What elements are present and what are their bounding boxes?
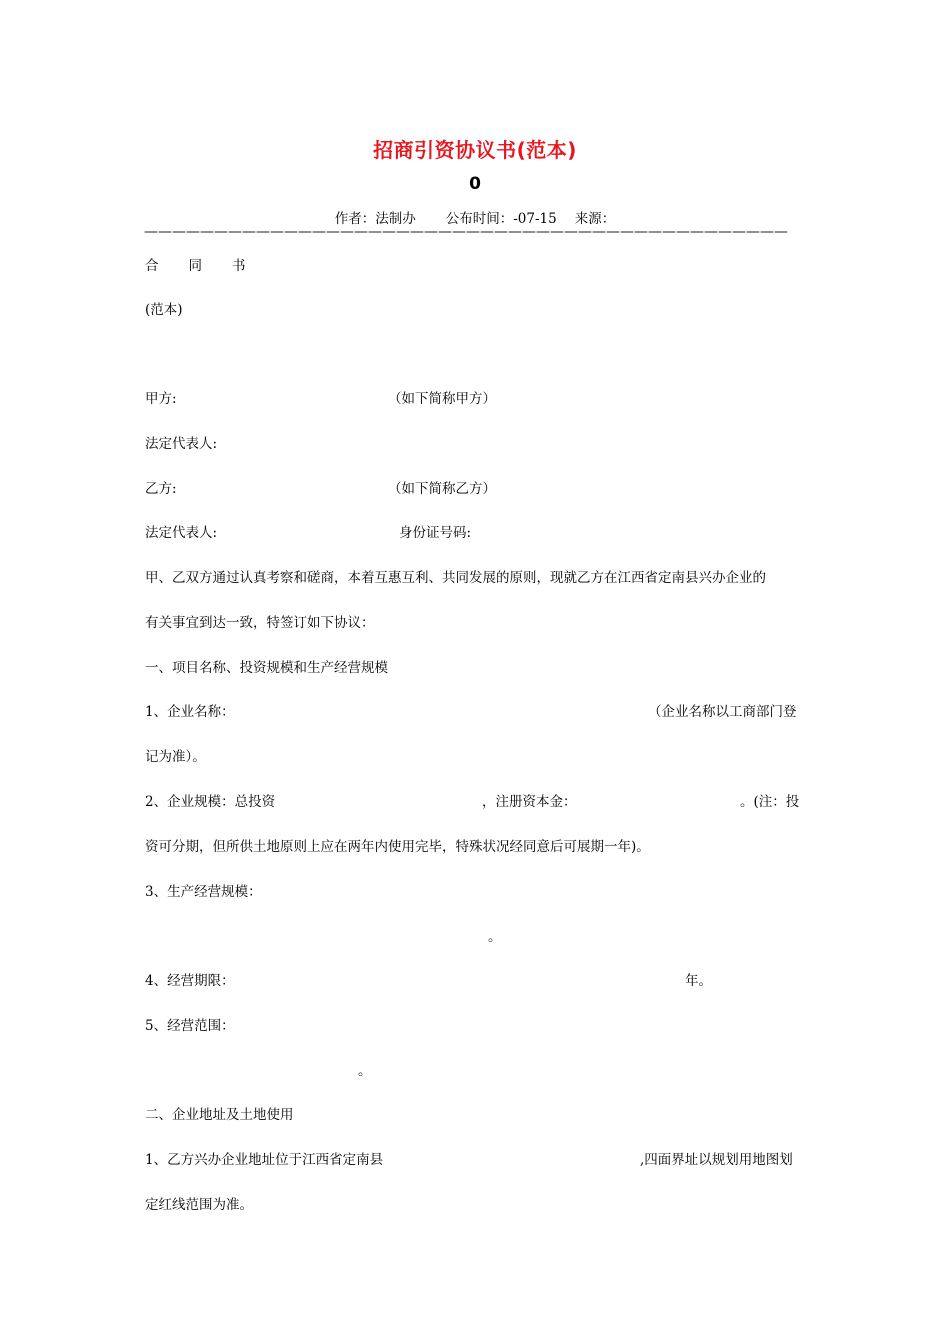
party-a-alias: （如下简称甲方）	[388, 391, 496, 407]
item-1-label: 1、企业名称：	[145, 704, 235, 720]
item-3-end: 。	[488, 929, 502, 945]
party-b-label: 乙方:	[145, 481, 177, 497]
s2-item-1-line-2: 定红线范围为准。	[145, 1197, 253, 1213]
item-5-end: 。	[358, 1063, 372, 1079]
party-b-alias: （如下简称乙方）	[388, 481, 496, 497]
meta-author: 作者：法制办	[334, 211, 416, 227]
party-a-label: 甲方:	[145, 391, 177, 407]
item-2-line-2: 资可分期，但所供土地原则上应在两年内使用完毕，特殊状况经同意后可展期一年)。	[145, 839, 650, 855]
intro-line-2: 有关事宜到达一致，特签订如下协议：	[145, 615, 375, 631]
section-1-title: 一、项目名称、投资规模和生产经营规模	[145, 660, 388, 676]
item-5-label: 5、经营范围：	[145, 1018, 235, 1034]
divider-line: ——————————————————————————————————————————————	[144, 224, 788, 240]
item-3-label: 3、生产经营规模：	[145, 884, 262, 900]
heading-char-2: 同	[188, 258, 202, 274]
sample-label: (范本)	[145, 302, 183, 318]
document-subtitle: 0	[469, 174, 481, 194]
item-4-end: 年。	[685, 973, 712, 989]
id-number-label: 身份证号码:	[399, 525, 472, 541]
legal-rep-1: 法定代表人:	[145, 436, 218, 452]
item-2-label: 2、企业规模：总投资	[145, 794, 276, 810]
section-2-title: 二、企业地址及土地使用	[145, 1107, 294, 1123]
s2-item-1-end: ,四面界址以规划用地图划	[640, 1152, 793, 1168]
legal-rep-2: 法定代表人:	[145, 525, 218, 541]
item-2-mid: ，注册资本金：	[482, 794, 577, 810]
heading-char-3: 书	[232, 258, 246, 274]
document-title: 招商引资协议书(范本)	[373, 138, 577, 162]
item-4-label: 4、经营期限：	[145, 973, 235, 989]
item-1-note: （企业名称以工商部门登	[648, 704, 797, 720]
intro-line-1: 甲、乙双方通过认真考察和磋商，本着互惠互利、共同发展的原则，现就乙方在江西省定南县兴办企业的	[145, 570, 766, 586]
item-1-note-cont: 记为准）。	[145, 749, 206, 765]
item-2-end: 。(注：投	[740, 794, 800, 810]
contract-heading	[145, 254, 276, 274]
meta-published: 公布时间：-07-15	[445, 211, 557, 227]
meta-source: 来源：	[574, 211, 616, 227]
heading-char-1: 合	[145, 258, 159, 274]
s2-item-1-label: 1、乙方兴办企业地址位于江西省定南县	[145, 1152, 384, 1168]
